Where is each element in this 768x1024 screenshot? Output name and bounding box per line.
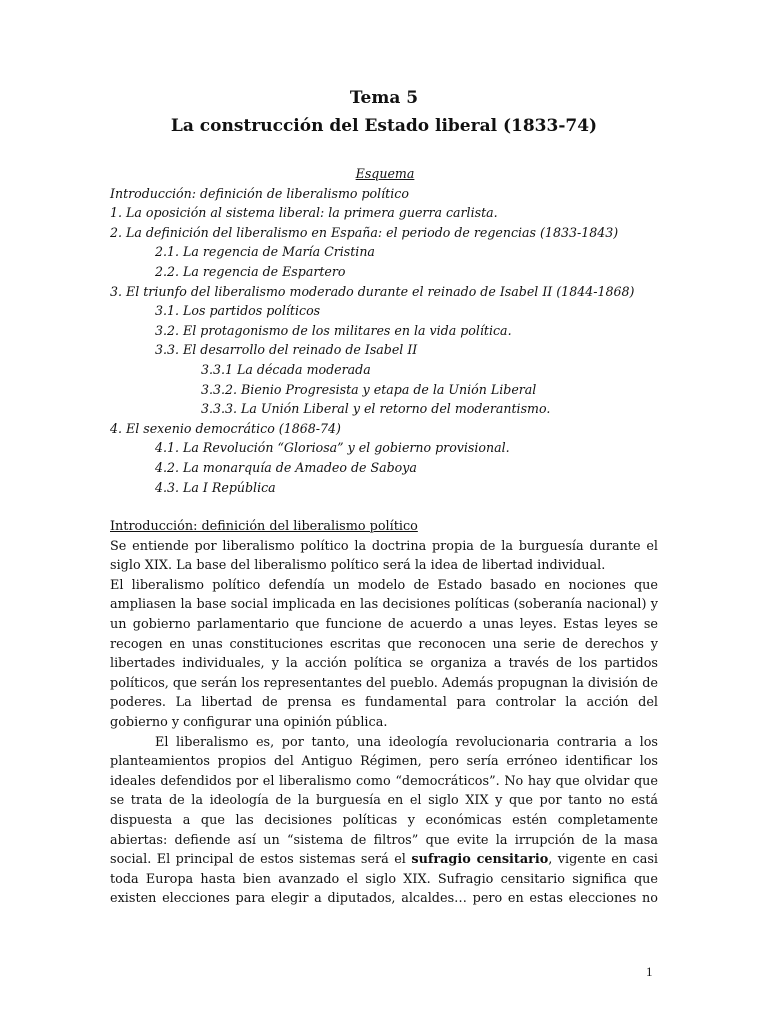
paragraph-text: , vigente en casi toda Europa hasta bien avanzado el siglo XIX. Sufragio censitario significa que existen elecciones para elegir a diputados, alcaldes… pero en estas elecciones no — [110, 852, 659, 907]
outline-item: 4.1. La Revolución “Gloriosa” y el gobierno provisional. — [155, 440, 510, 456]
section-heading: Introducción: definición del liberalismo político — [110, 519, 418, 534]
outline-item: 2.2. La regencia de Espartero — [155, 263, 346, 279]
document-title: Tema 5 — [349, 88, 419, 108]
outline-item: 1. La oposición al sistema liberal: la primera guerra carlista. — [110, 205, 498, 221]
outline-item: 3.3.3. La Unión Liberal y el retorno del moderantismo. — [201, 401, 551, 417]
paragraph-text: El liberalismo es, por tanto, una ideología revolucionaria contraria a los planteamientos propios del Antiguo Régimen, pero sería erróneo identificar los ideales defendidos por el liberalismo como “democráticos”. No hay que olvidar que se trata de la ideología de la burguesía en el siglo XIX y que por tanto no está dispuesta a que las decisiones políticas y económicas estén completamente abiertas: defiende así un “sistema de filtros” que evite la irrupción de la masa social. El principal de estos sistemas será el — [110, 734, 658, 868]
outline-item: 2.1. La regencia de María Cristina — [155, 244, 375, 260]
outline-item: 4. El sexenio democrático (1868-74) — [110, 420, 341, 436]
outline-item: 3.3. El desarrollo del reinado de Isabel II — [155, 342, 418, 358]
page-number: 1 — [646, 964, 653, 979]
document-subtitle: La construcción del Estado liberal (1833-74) — [170, 116, 598, 136]
outline-item: 4.3. La I República — [155, 479, 276, 495]
outline — [110, 164, 670, 497]
outline-item: 2. La definición del liberalismo en España: el periodo de regencias (1833-1843) — [110, 224, 619, 240]
outline-item: 3.2. El protagonismo de los militares en la vida política. — [155, 322, 512, 338]
outline-item: 3.1. Los partidos políticos — [155, 303, 321, 319]
outline-item: 3.3.2. Bienio Progresista y etapa de la Unión Liberal — [201, 381, 537, 397]
paragraph — [110, 733, 658, 909]
outline-item: Introducción: definición de liberalismo político — [110, 185, 409, 201]
outline-heading: Esquema — [355, 166, 415, 181]
bold-term: sufragio censitario — [411, 852, 549, 868]
paragraph: Se entiende por liberalismo político la doctrina propia de la burguesía durante el siglo XIX. La base del liberalismo político será la idea de libertad individual. — [110, 538, 658, 574]
outline-item: 4.2. La monarquía de Amadeo de Saboya — [155, 459, 417, 475]
outline-item: 3.3.1 La década moderada — [201, 361, 371, 377]
paragraph: El liberalismo político defendía un modelo de Estado basado en nociones que ampliasen la base social implicada en las decisiones políticas (soberanía nacional) y un gobierno parlamentario que funcione de acuerdo a unas leyes. Estas leyes se recogen en unas constituciones escritas que reconocen una serie de derechos y libertades individuales, y la acción política se organiza a través de los partidos políticos, que serán los representantes del pueblo. Además propugnan la división de poderes. La libertad de prensa es fundamental para controlar la acción del gobierno y configurar una opinión pública. — [110, 577, 658, 730]
outline-item: 3. El triunfo del liberalismo moderado durante el reinado de Isabel II (1844-1868) — [110, 283, 635, 299]
body-text — [110, 517, 658, 909]
